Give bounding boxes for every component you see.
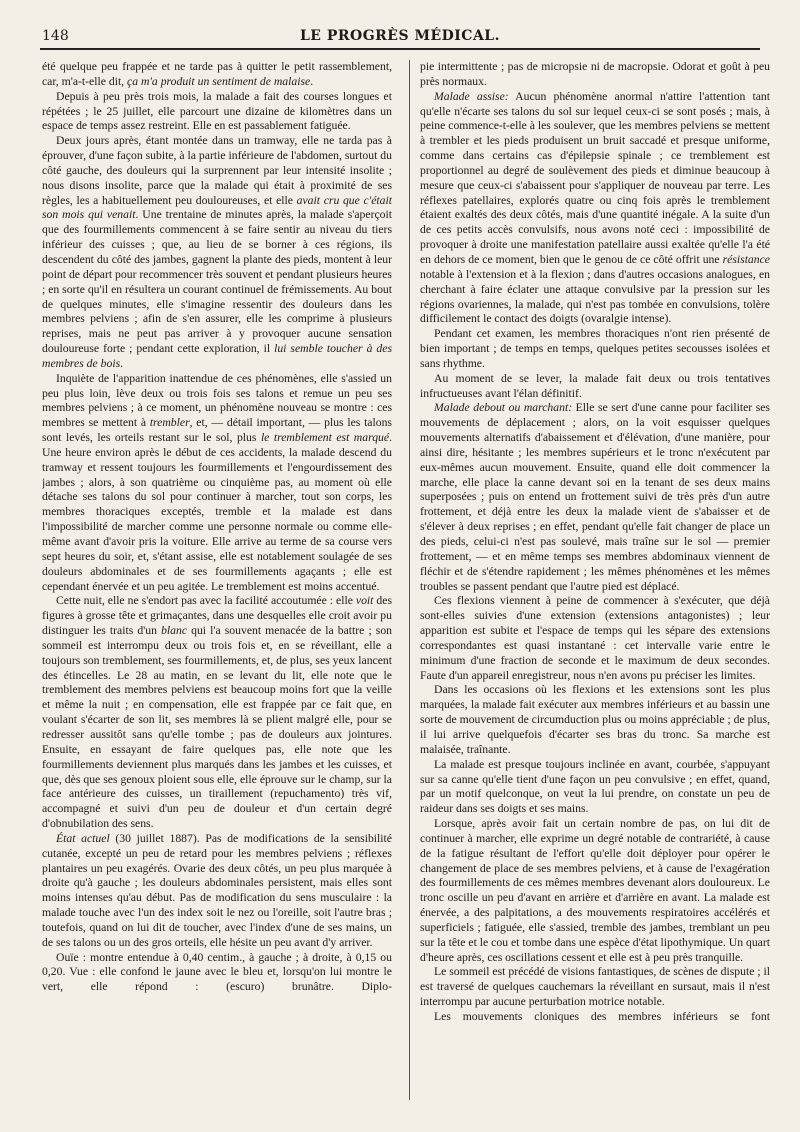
italic-text: trembler <box>149 416 190 430</box>
paragraph <box>420 90 770 328</box>
paragraph-text: notable à l'extension et à la flexion ; dans d'autres occasions analogues, en cherchant à faire éclater une attaque convulsive par la pression sur les régions ovariennes, la malade, qui n'est pas tombée en convulsions, tolère difficilement le contact des doigts (ovaralgie intense). <box>420 267 770 326</box>
paragraph-text: , et, — détail important, — plus les talons sont levés, les orteils restant sur le sol, plus <box>42 416 392 445</box>
paragraph-text: Cette nuit, elle ne s'endort pas avec la facilité accoutumée : elle <box>56 594 356 608</box>
column-divider <box>409 60 410 1100</box>
paragraph-text: Au moment de se lever, la malade fait deux ou trois tentatives infructueuses avant l'élan définitif. <box>420 371 770 400</box>
paragraph-text: Deux jours après, étant montée dans un tramway, elle ne tarda pas à éprouver, d'une façon subite, à la partie inférieure de l'abdomen, surtout du côté gauche, des douleurs qui la surprennent par leur intensité insolite ; nous disons insolite, parce que la malade qui était à proximité de ses règles, les a habituellement peu douloureuses, et elle <box>42 134 392 207</box>
paragraph <box>420 60 770 90</box>
paragraph-text: Inquiète de l'apparition inattendue de ces phénomènes, elle s'assied un peu plus loin, lève deux ou trois fois ses talons et remue un peu ses membres pelviens ; à ce moment, un phénomène nouveau se montre : ces membres se mettent à <box>42 371 392 430</box>
italic-text: Malade assise: <box>434 89 509 103</box>
paragraph-text: été quelque peu frappée et ne tarde pas à quitter le petit rassemblement, car, m'a-t-elle dit, <box>42 60 392 88</box>
paragraph-text: Ces flexions viennent à peine de commencer à s'exécuter, que déjà sont-elles suivies d'une extension (extensions antagonistes) ; leur apparition est subite et l'espace de temps qui les sépare des extensions correspondantes est quasi instantané : cet intervalle varie entre le minimum d'une fraction de seconde et le maximum de deux secondes. Faute d'un appareil enregistreur, nous n'en avons pu préciser les limites. <box>420 594 770 682</box>
italic-text: État actuel <box>56 831 110 845</box>
italic-text: voit <box>355 594 374 608</box>
paragraph <box>42 832 392 951</box>
italic-text: lui semble toucher à des membres de bois <box>42 342 392 370</box>
paragraph <box>420 683 770 757</box>
paragraph-text: . Une trentaine de minutes après, la malade s'aperçoit que des fourmillements commencent à se faire sentir au niveau du tiers inférieur des cuisses ; que, au lieu de se borner à ces régions, ils descendent du côté des jambes, gagnent la plante des pieds, montent à leur point de départ pour recommencer très souvent et pendant plusieurs heures ; en sorte qu'il en résultera un courant continuel de frémissements. Au bout de quelques minutes, elle s'imagine ressentir des douleurs dans les membres pelviens ; afin de s'en assurer, elle les comprime à plusieurs reprises, mais ne peut pas arriver à y provoquer aucune sensation douloureuse forte ; pendant cette exploration, il <box>42 208 392 356</box>
paragraph-text: pie intermittente ; pas de micropsie ni de macropsie. Odorat et goût à peu près normaux. <box>420 60 770 88</box>
paragraph-text: . <box>120 356 124 370</box>
page-number: 148 <box>42 28 69 44</box>
paragraph <box>420 372 770 402</box>
paragraph-text: Pendant cet examen, les membres thoraciques n'ont rien présenté de bien important ; de temps en temps, quelques petites secousses isolées et sans rhythme. <box>420 327 770 370</box>
paragraph <box>42 951 392 996</box>
paragraph <box>42 90 392 135</box>
paragraph <box>420 965 770 1010</box>
paragraph <box>42 372 392 595</box>
italic-text: avait cru que c'était son mois qui venait <box>42 193 392 222</box>
journal-title: LE PROGRÈS MÉDICAL. <box>299 28 501 44</box>
paragraph <box>420 594 770 683</box>
paragraph-text: Ouïe : montre entendue à 0,40 centim., à gauche ; à droite, à 0,15 ou 0,20. Vue : elle confond le jaune avec le bleu et, lorsqu'on lui montre le vert, elle répond : (escuro) brunâtre. Diplo- <box>42 950 392 994</box>
italic-text: ça m'a produit un sentiment de malaise <box>127 74 311 88</box>
paragraph <box>420 327 770 372</box>
italic-text: Malade debout ou marchant: <box>434 401 573 415</box>
running-header <box>40 26 760 50</box>
paragraph <box>420 401 770 594</box>
paragraph <box>42 594 392 832</box>
left-column <box>42 60 392 1110</box>
paragraph <box>420 817 770 965</box>
paragraph-text: Dans les occasions où les flexions et les extensions sont les plus marquées, la malade fait exécuter aux membres inférieurs et au bassin une sorte de mouvement de circumduction plus ou moins appréciable ; de plus, il lui arrive quelquefois d'écarter ses bras du tronc. Sa marche est malaisée, traînante. <box>420 683 770 756</box>
paragraph-text: (30 juillet 1887). Pas de modifications de la sensibilité cutanée, excepté un peu de retard pour les membres pelviens ; réflexes plantaires un peu exagérés. Ovarie des deux côtés, un peu plus marquée à droite qu'à gauche ; les douleurs abdominales persistent, mais elles sont moins intenses qu'au début. Pas de modification du sens musculaire : la malade touche avec l'un des index soit le nez ou l'oreille, soit l'autre bras ; toutefois, quand on lui dit de toucher, avec l'index d'une de ses mains, un de ses talons ou un des gros orteils, elle hésite un peu avant d'y arriver. <box>42 831 392 949</box>
paragraph <box>42 134 392 372</box>
paragraph-text: des figures à grosse tête et grimaçantes, dans une desquelles elle croit avoir pu distinguer les traits d'un <box>42 594 392 638</box>
paragraph <box>42 60 392 90</box>
paragraph-text: Le sommeil est précédé de visions fantastiques, de scènes de dispute ; il est traversé de quelques cauchemars la réveillant en sursaut, mais il n'est interrompu par aucune perturbation motrice notable. <box>420 965 770 1009</box>
paragraph-text: Lorsque, après avoir fait un certain nombre de pas, on lui dit de continuer à marcher, elle exprime un degré notable de contrariété, à cause de la fatigue résultant de l'effort qu'elle doit déployer pour opérer le changement de place de ses membres pelviens, et à cause de l'exagération des fourmillements de ces mêmes membres devenant alors douloureux. Le tronc oscille un peu d'avant en arrière et d'arrière en avant. La malade est énervée, a des palpitations, a des mouvements respiratoires accélérés et superficiels ; fatiguée, elle s'assied, tremble des jambes, tremblant un peu sur la tête et le cou et tombe dans une espèce d'état lipothymique. Un quart d'heure après, ces oscillations cessent et elle est à peu près tranquille. <box>420 817 770 964</box>
paragraph <box>420 758 770 817</box>
paragraph-text: Aucun phénomène anormal n'attire l'attention tant qu'elle n'écarte ses talons du sol sur lequel ceux-ci se sont posés ; mais, à peine commence-t-elle à les soulever, que les membres pelviens se mettent à trembler et les pieds produisent un bruit saccadé et presque uniforme, comme dans certains cas d'épilepsie spinale ; ce tremblement est proportionnel au degré de soulèvement des pieds et diminue beaucoup à mesure que ceux-ci s'abaissent pour s'appliquer de nouveau par terre. Les réflexes patellaires, explorés quatre ou cinq fois après le tremblement étaient exaltés des deux côtés, mais d'une quantité inégale. A la suite d'un de ces petits accès convulsifs, nous avons noté ceci : impossibilité de provoquer à droite une manifestation patellaire aussi exaltée qu'elle l'a été en dehors de ce moment, bien que le genou de ce côté offrit une <box>420 89 770 266</box>
paragraph-text: Depuis à peu près trois mois, la malade a fait des courses longues et répétées ; le 25 juillet, elle parcourt une dizaine de kilomètres dans un espace de temps assez restreint. Elle en est passablement fatiguée. <box>42 89 392 133</box>
paragraph-text: . <box>310 74 314 88</box>
italic-text: le tremblement est marqué <box>260 431 390 445</box>
paragraph-text: La malade est presque toujours inclinée en avant, courbée, s'appuyant sur sa canne qu'elle tient d'une façon un peu convulsive ; en effet, quand, par un motif quelconque, on veut la lui prendre, on constate un peu de raideur dans ses doigts et ses mains. <box>420 757 770 816</box>
italic-text: résistance <box>722 252 770 266</box>
italic-text: blanc <box>161 624 188 638</box>
right-column <box>420 60 770 1110</box>
paragraph-text: qui l'a souvent menacée de la battre ; son sommeil est interrompu deux ou trois fois et, en se réveillant, elle a toujours son tremblement, ses fourmillements, et, de plus, ses yeux lancent des étincelles. Le 28 au matin, en se levant du lit, elle note que le tremblement des membres pelviens est beaucoup moins fort que la veille et même la nuit ; en compensation, elle est frappée par ce fait que, en voulant s'écarter de son lit, ses membres là se plient malgré elle, pour se redresser aussitôt sans qu'elle tombe ; pas de douleurs aux jointures. Ensuite, en essayant de faire quelques pas, elle note que les fourmillements deviennent plus marqués dans les jambes et les cuisses, et que, dès que ses genoux ploient sous elle, elle éprouve sur le champ, sur la face antérieure des cuisses, un tiraillement (repuchamento) très vif, accompagné et suivi d'un peu de douleur et d'un certain degré d'obnubilation des sens. <box>42 624 392 831</box>
paragraph-text: Les mouvements cloniques des membres inférieurs se font <box>434 1010 770 1023</box>
paragraph-text: Elle se sert d'une canne pour faciliter ses mouvements de déplacement ; alors, on la voit esquisser quelques mouvements alternatifs d'abaissement et d'élévation, d'une manière, pour ainsi dire, hésitante ; les membres supérieurs et le tronc n'exécutent par eux-mêmes aucun mouvement. Ensuite, quand elle doit commencer la marche, elle place la canne devant soi en la tenant de ses deux mains superposées ; puis on entend un frottement suivi de très près d'un autre frottement, et déjà entre les deux la malade vient de s'abaisser et de s'élever à deux reprises ; en effet, pendant qu'elle fait changer de place un des pieds, celui-ci n'est pas soulevé, mais traîne sur le sol — premier frottement, — et en même temps ses membres abdominaux viennent de fléchir et de s'étendre rapidement ; les mêmes phénomènes et les mêmes troubles se passent pendant que l'autre pied est déplacé. <box>420 401 770 593</box>
paragraph <box>420 1010 770 1025</box>
paragraph-text: . Une heure environ après le début de ces accidents, la malade descend du tramway et ressent toujours les fourmillements et l'engourdissement des jambes ; alors, à son quatrième ou cinquième pas, au moment où elle détache ses talons du sol pour continuer à marcher, tout son corps, les membres thoraciques exceptés, tremble et la malade est dans l'impossibilité de marcher comme une personne normale ou comme elle-même avant d'avoir pris la voiture. Elle arrive au terme de sa course vers sept heures du soir, et, s'étant assise, elle est notablement soulagée de ses douleurs abdominales et de ses fourmillements agaçants ; elle est cependant énervée et un peu agitée. Le tremblement est moins accentué. <box>42 431 392 593</box>
